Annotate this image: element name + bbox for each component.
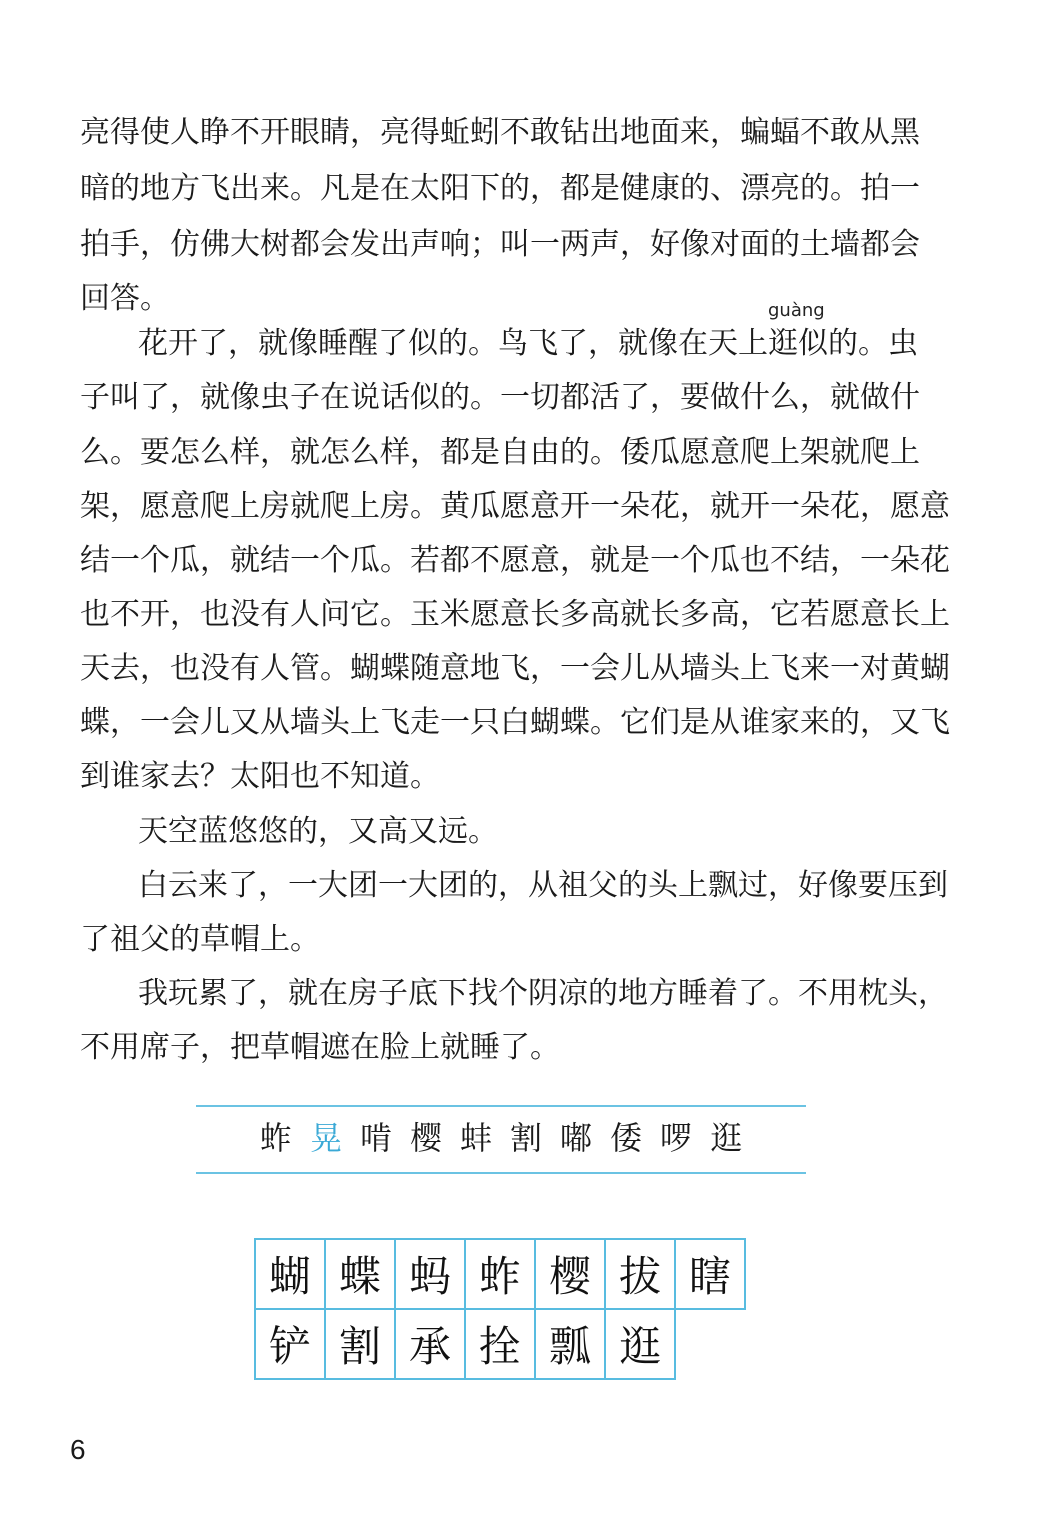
recognize-char: 割 — [510, 1119, 543, 1157]
recognize-chars-strip — [196, 1112, 806, 1164]
paragraph-line: 天去，也没有人管。蝴蝶随意地飞，一会儿从墙头上飞来一对黄蝴 — [80, 651, 950, 686]
grid-cell: 铲 — [255, 1309, 325, 1379]
paragraph-line: 天空蓝悠悠的，又高又远。 — [138, 814, 498, 849]
paragraph-line: 我玩累了，就在房子底下找个阴凉的地方睡着了。不用枕头， — [138, 976, 948, 1011]
paragraph-line: 亮得使人睁不开眼睛，亮得蚯蚓不敢钻出地面来，蝙蝠不敢从黑 — [80, 115, 920, 150]
recognize-char: 蚱 — [259, 1119, 292, 1157]
grid-cell: 蝶 — [325, 1239, 395, 1309]
paragraph-line: 到谁家去？太阳也不知道。 — [80, 759, 440, 794]
paragraph-line: 也不开，也没有人问它。玉米愿意长多高就长多高，它若愿意长上 — [80, 597, 950, 632]
paragraph-line: 了祖父的草帽上。 — [80, 922, 320, 957]
paragraph-line: 么。要怎么样，就怎么样，都是自由的。倭瓜愿意爬上架就爬上 — [80, 435, 920, 470]
grid-cell: 割 — [325, 1309, 395, 1379]
paragraph-line: 回答。 — [80, 281, 170, 316]
grid-row — [255, 1239, 745, 1309]
strip-bottom-rule — [196, 1172, 806, 1174]
grid-cell: 蚱 — [465, 1239, 535, 1309]
paragraph-line: 不用席子，把草帽遮在脸上就睡了。 — [80, 1030, 560, 1065]
paragraph-line: 暗的地方飞出来。凡是在太阳下的，都是健康的、漂亮的。拍一 — [80, 171, 920, 206]
paragraph-line: 子叫了，就像虫子在说话似的。一切都活了，要做什么，就做什 — [80, 380, 920, 415]
grid-cell: 蚂 — [395, 1239, 465, 1309]
strip-top-rule — [196, 1105, 806, 1107]
paragraph-line: 拍手，仿佛大树都会发出声响；叫一两声，好像对面的土墙都会 — [80, 227, 920, 262]
grid-cell: 拔 — [605, 1239, 675, 1309]
recognize-char: 逛 — [710, 1119, 743, 1157]
grid-cell: 承 — [395, 1309, 465, 1379]
paragraph-line: 蝶，一会儿又从墙头上飞走一只白蝴蝶。它们是从谁家来的，又飞 — [80, 705, 950, 740]
recognize-char: 啃 — [359, 1119, 392, 1157]
paragraph-line: 架，愿意爬上房就爬上房。黄瓜愿意开一朵花，就开一朵花，愿意 — [80, 489, 950, 524]
grid-row — [255, 1309, 745, 1379]
pinyin-annotation: guàng — [768, 300, 825, 321]
recognize-char: 啰 — [660, 1119, 693, 1157]
grid-cell: 瓢 — [535, 1309, 605, 1379]
paragraph-line: 白云来了，一大团一大团的，从祖父的头上飘过，好像要压到 — [138, 868, 948, 903]
writing-grid — [254, 1238, 746, 1380]
page-number: 6 — [70, 1434, 86, 1465]
grid-cell: 蝴 — [255, 1239, 325, 1309]
recognize-char: 蚌 — [459, 1119, 492, 1157]
recognize-char: 嘟 — [560, 1119, 593, 1157]
paragraph-line: 花开了，就像睡醒了似的。鸟飞了，就像在天上逛似的。虫 — [138, 326, 918, 361]
grid-cell-empty — [675, 1309, 745, 1379]
grid-cell: 逛 — [605, 1309, 675, 1379]
paragraph-line: 结一个瓜，就结一个瓜。若都不愿意，就是一个瓜也不结，一朵花 — [80, 543, 950, 578]
grid-cell: 拴 — [465, 1309, 535, 1379]
recognize-char: 樱 — [409, 1119, 442, 1157]
recognize-char: 倭 — [610, 1119, 643, 1157]
grid-cell: 瞎 — [675, 1239, 745, 1309]
recognize-char-highlighted: 晃 — [309, 1119, 342, 1157]
grid-cell: 樱 — [535, 1239, 605, 1309]
